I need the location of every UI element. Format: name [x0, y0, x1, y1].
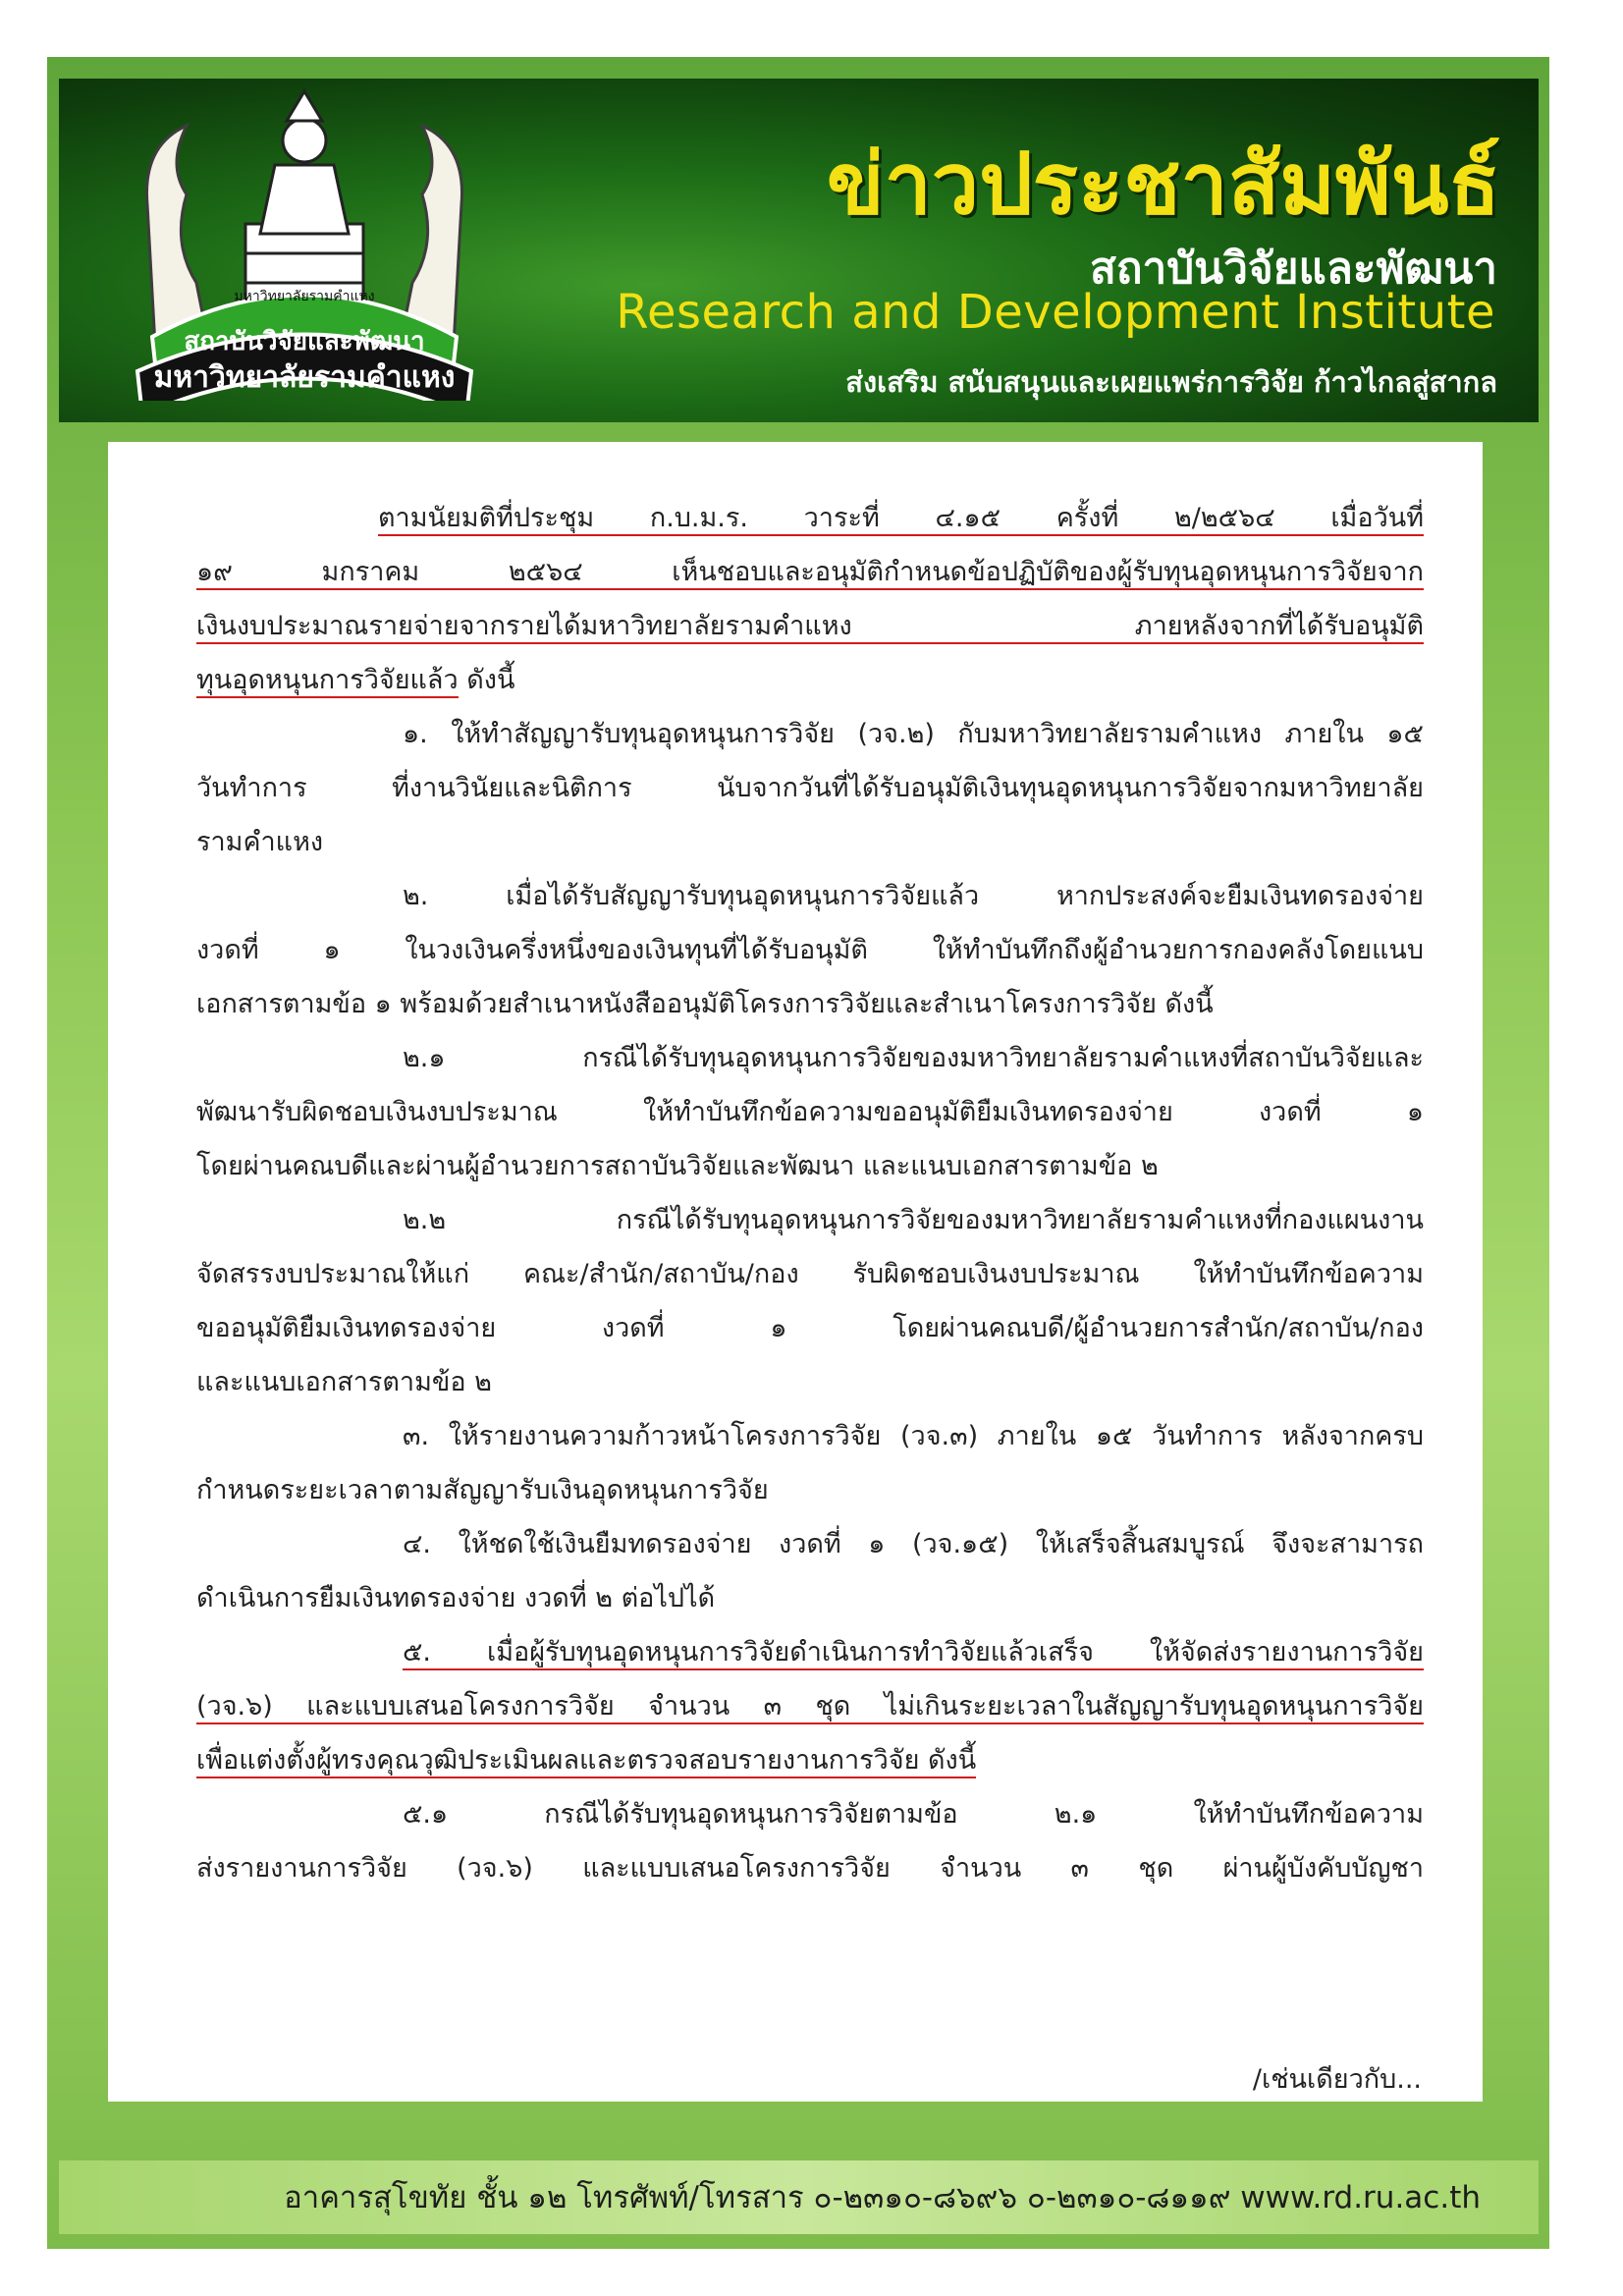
body-line: วันทำการ ที่งานวินัยและนิติการ นับจากวันที่ได้รับอนุมัติเงินทุนอุดหนุนการวิจัยจากมหาวิทยาลัย — [196, 773, 1424, 803]
logo-arc-green: สถาบันวิจัยและพัฒนา — [184, 327, 425, 356]
header-title: ข่าวประชาสัมพันธ์ — [826, 136, 1500, 234]
body-line: ๒.๑ กรณีได้รับทุนอุดหนุนการวิจัยของมหาวิทยาลัยรามคำแหงที่สถาบันวิจัยและ — [403, 1043, 1424, 1073]
body-line: ๕.๑ กรณีได้รับทุนอุดหนุนการวิจัยตามข้อ ๒.๑ ให้ทำบันทึกข้อความ — [403, 1799, 1424, 1830]
logo-arc-black: มหาวิทยาลัยรามคำแหง — [153, 360, 456, 395]
body-line: ๑๙ มกราคม ๒๕๖๔ เห็นชอบและอนุมัติกำหนดข้อปฏิบัติของผู้รับทุนอุดหนุนการวิจัยจาก — [196, 545, 1424, 599]
footer-contact: อาคารสุโขทัย ชั้น ๑๒ โทรศัพท์/โทรสาร ๐-๒๓๑๐-๘๖๙๖ ๐-๒๓๑๐-๘๑๑๙ www.rd.ru.ac.th — [284, 2180, 1481, 2215]
body-line: ส่งรายงานการวิจัย (วจ.๖) และแบบเสนอโครงการวิจัย จำนวน ๓ ชุด ผ่านผู้บังคับบัญชา — [196, 1853, 1424, 1884]
body-line: ๓. ให้รายงานความก้าวหน้าโครงการวิจัย (วจ.๓) ภายใน ๑๕ วันทำการ หลังจากครบ — [403, 1421, 1424, 1451]
body-line: กำหนดระยะเวลาตามสัญญารับเงินอุดหนุนการวิจัย — [196, 1475, 769, 1505]
continuation-note: /เช่นเดียวกับ... — [1252, 2064, 1422, 2095]
body-line: รามคำแหง — [196, 827, 324, 857]
header-subtitle: สถาบันวิจัยและพัฒนา — [1090, 244, 1497, 294]
body-line: ๒. เมื่อได้รับสัญญารับทุนอุดหนุนการวิจัยแล้ว หากประสงค์จะยืมเงินทดรองจ่าย — [403, 881, 1424, 911]
header-slogan: ส่งเสริม สนับสนุนและเผยแพร่การวิจัย ก้าวไกลสู่สากล — [845, 365, 1497, 399]
body-line: งวดที่ ๑ ในวงเงินครึ่งหนึ่งของเงินทุนที่ได้รับอนุมัติ ให้ทำบันทึกถึงผู้อำนวยการกองคลังโดยแนบ — [196, 935, 1424, 965]
body-line: จัดสรรงบประมาณให้แก่ คณะ/สำนัก/สถาบัน/กอง รับผิดชอบเงินงบประมาณ ให้ทำบันทึกข้อความ — [196, 1259, 1424, 1289]
body-line: ๒.๒ กรณีได้รับทุนอุดหนุนการวิจัยของมหาวิทยาลัยรามคำแหงที่กองแผนงาน — [403, 1205, 1424, 1235]
header-english-name: Research and Development Institute — [616, 285, 1495, 340]
university-logo-icon — [128, 86, 481, 401]
body-line: ทุนอุดหนุนการวิจัยแล้ว ดังนี้ — [196, 653, 1424, 707]
body-line: เพื่อแต่งตั้งผู้ทรงคุณวุฒิประเมินผลและตรวจสอบรายงานการวิจัย ดังนี้ — [196, 1733, 1424, 1787]
body-line: พัฒนารับผิดชอบเงินงบประมาณ ให้ทำบันทึกข้อความขออนุมัติยืมเงินทดรองจ่าย งวดที่ ๑ — [196, 1097, 1424, 1127]
body-line: (วจ.๖) และแบบเสนอโครงการวิจัย จำนวน ๓ ชุด ไม่เกินระยะเวลาในสัญญารับทุนอุดหนุนการวิจัย — [196, 1679, 1424, 1733]
document-body — [196, 491, 1424, 1895]
body-line: ดำเนินการยืมเงินทดรองจ่าย งวดที่ ๒ ต่อไปได้ — [196, 1583, 716, 1613]
body-line: และแนบเอกสารตามข้อ ๒ — [196, 1367, 492, 1397]
body-line: เอกสารตามข้อ ๑ พร้อมด้วยสำเนาหนังสืออนุมัติโครงการวิจัยและสำเนาโครงการวิจัย ดังนี้ — [196, 989, 1214, 1019]
body-line: ขออนุมัติยืมเงินทดรองจ่าย งวดที่ ๑ โดยผ่านคณบดี/ผู้อำนวยการสำนัก/สถาบัน/กอง — [196, 1313, 1424, 1343]
body-line: โดยผ่านคณบดีและผ่านผู้อำนวยการสถาบันวิจัยและพัฒนา และแนบเอกสารตามข้อ ๒ — [196, 1151, 1159, 1181]
body-line: เงินงบประมาณรายจ่ายจากรายได้มหาวิทยาลัยรามคำแหง ภายหลังจากที่ได้รับอนุมัติ — [196, 599, 1424, 653]
body-line: ๔. ให้ชดใช้เงินยืมทดรองจ่าย งวดที่ ๑ (วจ.๑๕) ให้เสร็จสิ้นสมบูรณ์ จึงจะสามารถ — [403, 1529, 1424, 1559]
body-line: ๕. เมื่อผู้รับทุนอุดหนุนการวิจัยดำเนินการทำวิจัยแล้วเสร็จ ให้จัดส่งรายงานการวิจัย — [196, 1625, 1424, 1679]
body-line: ตามนัยมติที่ประชุม ก.บ.ม.ร. วาระที่ ๔.๑๕ ครั้งที่ ๒/๒๕๖๔ เมื่อวันที่ — [196, 491, 1424, 545]
logo-arc-top: มหาวิทยาลัยรามคำแหง — [234, 289, 375, 304]
body-line: ๑. ให้ทำสัญญารับทุนอุดหนุนการวิจัย (วจ.๒) กับมหาวิทยาลัยรามคำแหง ภายใน ๑๕ — [403, 719, 1424, 749]
